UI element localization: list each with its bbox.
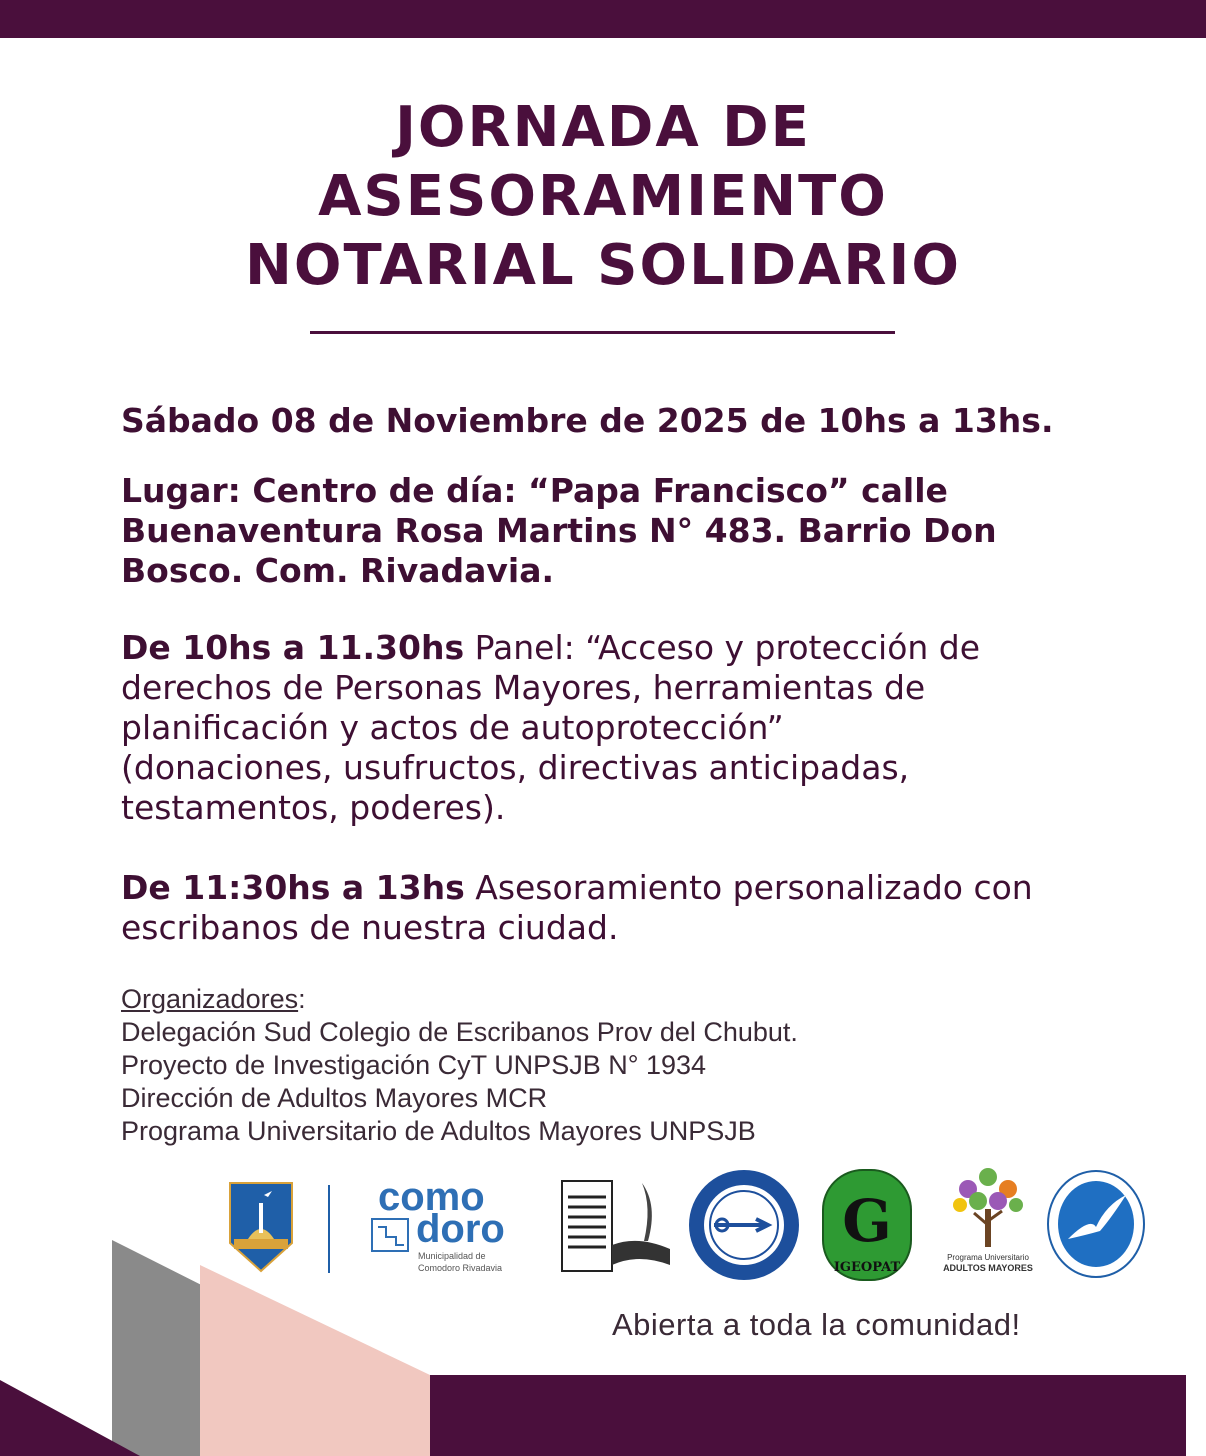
- notariado-seal-logo: [686, 1167, 802, 1283]
- comodoro-subtitle-2: Comodoro Rivadavia: [418, 1263, 503, 1273]
- event-date: Sábado 08 de Noviembre de 2025 de 10hs a 13hs.: [121, 401, 1054, 440]
- sponsor-logos: [220, 1165, 1150, 1285]
- escribanos-book-logo: [558, 1175, 676, 1283]
- panel-line-5: testamentos, poderes).: [121, 788, 506, 827]
- organizers-colon: :: [298, 984, 306, 1014]
- comodoro-word-2: doro: [416, 1207, 505, 1251]
- event-location: [121, 471, 1131, 591]
- open-invitation-text: Abierta a toda la comunidad!: [612, 1307, 1021, 1342]
- advice-line-2: escribanos de nuestra ciudad.: [121, 908, 619, 947]
- advice-time: De 11:30hs a 13hs: [121, 868, 465, 907]
- bottom-banner-bar: [430, 1375, 1186, 1456]
- organizer-item: Programa Universitario de Adultos Mayores UNPSJB: [121, 1116, 756, 1146]
- pink-diagonal-shape: [200, 1265, 430, 1456]
- panel-line-1: Panel: “Acceso y protección de: [464, 628, 981, 667]
- igeopat-logo: [822, 1169, 912, 1281]
- logo-separator: [328, 1185, 330, 1273]
- location-line-2: Buenaventura Rosa Martins N° 483. Barrio Don: [121, 511, 997, 550]
- tree-icon: [938, 1165, 1038, 1251]
- event-title: [0, 93, 1206, 300]
- panel-time: De 10hs a 11.30hs: [121, 628, 465, 667]
- adultos-mayores-logo: [938, 1165, 1038, 1283]
- panel-schedule: [121, 628, 1131, 828]
- title-line-1: JORNADA DE: [395, 95, 811, 160]
- igeopat-name: IGEOPAT: [833, 1260, 901, 1275]
- organizers-heading: Organizadores: [121, 984, 299, 1014]
- advice-line-1: Asesoramiento personalizado con: [464, 868, 1033, 907]
- title-line-2: ASESORAMIENTO: [318, 164, 888, 229]
- organizer-item: Delegación Sud Colegio de Escribanos Prov del Chubut.: [121, 1017, 798, 1047]
- municipal-shield-logo: [228, 1181, 294, 1273]
- advice-schedule: [121, 868, 1131, 948]
- comodoro-logo: [370, 1177, 550, 1277]
- location-line-3: Bosco. Com. Rivadavia.: [121, 551, 555, 590]
- comodoro-subtitle-1: Municipalidad de: [418, 1251, 486, 1261]
- comodoro-word-1: como: [378, 1175, 485, 1219]
- organizer-item: Proyecto de Investigación CyT UNPSJB N° 1934: [121, 1050, 707, 1080]
- igeopat-letter: G: [842, 1187, 892, 1255]
- organizer-item: Dirección de Adultos Mayores MCR: [121, 1083, 548, 1113]
- location-line-1: Lugar: Centro de día: “Papa Francisco” calle: [121, 471, 948, 510]
- panel-line-4: (donaciones, usufructos, directivas anticipadas,: [121, 748, 910, 787]
- top-banner-bar: [0, 0, 1206, 38]
- comodoro-icon: [370, 1217, 410, 1253]
- panel-line-2: derechos de Personas Mayores, herramientas de: [121, 668, 926, 707]
- title-divider: [310, 331, 895, 334]
- panel-line-3: planificación y actos de autoprotección”: [121, 708, 784, 747]
- title-line-3: NOTARIAL SOLIDARIO: [245, 233, 961, 298]
- adultos-line-2: ADULTOS MAYORES: [943, 1263, 1033, 1273]
- universidad-seal-logo: [1046, 1169, 1146, 1279]
- organizers-section: [121, 983, 1021, 1148]
- adultos-line-1: Programa Universitario: [947, 1253, 1029, 1262]
